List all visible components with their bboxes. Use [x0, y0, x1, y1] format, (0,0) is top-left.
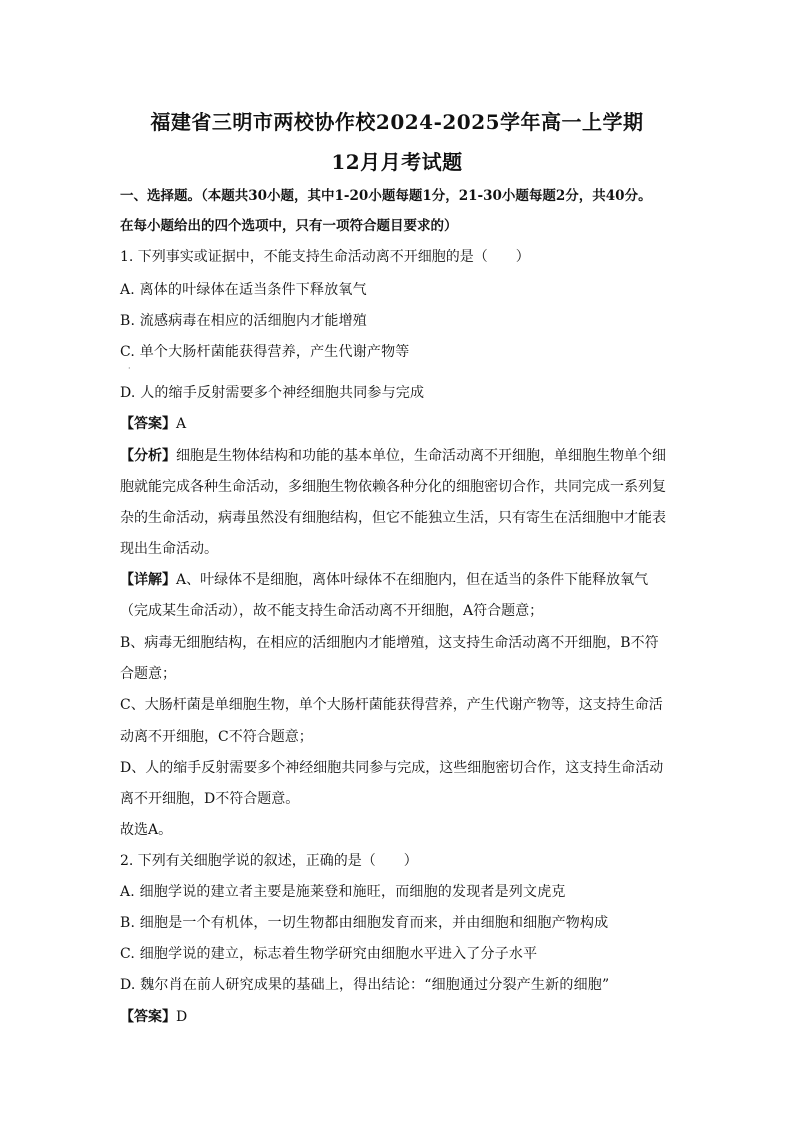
document-title-line1: 福建省三明市两校协作校2024-2025学年高一上学期 — [150, 110, 644, 134]
section-heading-line1: 一、选择题。（本题共30小题，其中1-20小题每题1分，21-30小题每题2分，共40分。 — [120, 188, 652, 204]
question-1-detail-line4: 合题意； — [120, 666, 176, 682]
question-2-option-b: B. 细胞是一个有机体，一切生物都由细胞发育而来，并由细胞和细胞产物构成 — [120, 915, 609, 931]
detail-text: A、叶绿体不是细胞，离体叶绿体不在细胞内，但在适当的条件下能释放氧气 — [176, 572, 649, 588]
document-title-line2: 12月月考试题 — [331, 150, 463, 174]
question-1-conclusion: 故选A。 — [120, 822, 173, 838]
question-1-option-d: D. 人的缩手反射需要多个神经细胞共同参与完成 — [120, 385, 425, 401]
question-2-stem: 2. 下列有关细胞学说的叙述，正确的是（ ） — [120, 853, 418, 869]
question-1-analysis-line2: 胞就能完成各种生命活动，多细胞生物依赖各种分化的细胞密切合作，共同完成一系列复 — [120, 479, 666, 495]
answer-value: D — [176, 1009, 188, 1025]
question-2-option-d: D. 魏尔肖在前人研究成果的基础上，得出结论：“细胞通过分裂产生新的细胞” — [120, 977, 610, 993]
section-heading-line2: 在每小题给出的四个选项中，只有一项符合题目要求的） — [120, 218, 458, 234]
question-1-analysis-line1 — [120, 446, 680, 466]
analysis-text: 细胞是生物体结构和功能的基本单位，生命活动离不开细胞，单细胞生物单个细 — [176, 448, 666, 464]
question-1-option-c: C. 单个大肠杆菌能获得营养，产生代谢产物等 — [120, 344, 410, 360]
question-1-option-b: B. 流感病毒在相应的活细胞内才能增殖 — [120, 313, 367, 329]
question-2-option-a: A. 细胞学说的建立者主要是施莱登和施旺，而细胞的发现者是列文虎克 — [120, 884, 566, 900]
question-1-option-a: A. 离体的叶绿体在适当条件下释放氧气 — [120, 282, 367, 298]
question-2-option-c: C. 细胞学说的建立，标志着生物学研究由细胞水平进入了分子水平 — [120, 946, 538, 962]
question-1-analysis-line4: 现出生命活动。 — [120, 541, 218, 557]
answer-label: 【答案】 — [120, 416, 176, 432]
question-1-detail-line6: 动离不开细胞，C不符合题意； — [120, 729, 313, 745]
analysis-label: 【分析】 — [120, 448, 176, 464]
question-1-analysis-line3: 杂的生命活动，病毒虽然没有细胞结构，但它不能独立生活，只有寄生在活细胞中才能表 — [120, 510, 666, 526]
question-1-stem: 1. 下列事实或证据中，不能支持生命活动离不开细胞的是（ ） — [120, 249, 530, 265]
question-1-detail-line1 — [120, 570, 680, 590]
question-1-detail-line8: 离不开细胞，D不符合题意。 — [120, 791, 300, 807]
detail-label: 【详解】 — [120, 572, 176, 588]
answer-label: 【答案】 — [120, 1009, 176, 1025]
question-2-answer — [120, 1007, 680, 1027]
answer-value: A — [176, 416, 187, 432]
stray-dot-mark: · — [128, 364, 131, 373]
question-1-detail-line5: C、大肠杆菌是单细胞生物，单个大肠杆菌能获得营养，产生代谢产物等，这支持生命活 — [120, 697, 663, 713]
question-1-detail-line3: B、病毒无细胞结构，在相应的活细胞内才能增殖，这支持生命活动离不开细胞，B不符 — [120, 635, 659, 651]
question-1-answer — [120, 414, 680, 434]
question-1-detail-line2: （完成某生命活动），故不能支持生命活动离不开细胞，A符合题意； — [120, 603, 544, 619]
question-1-detail-line7: D、人的缩手反射需要多个神经细胞共同参与完成，这些细胞密切合作，这支持生命活动 — [120, 760, 664, 776]
